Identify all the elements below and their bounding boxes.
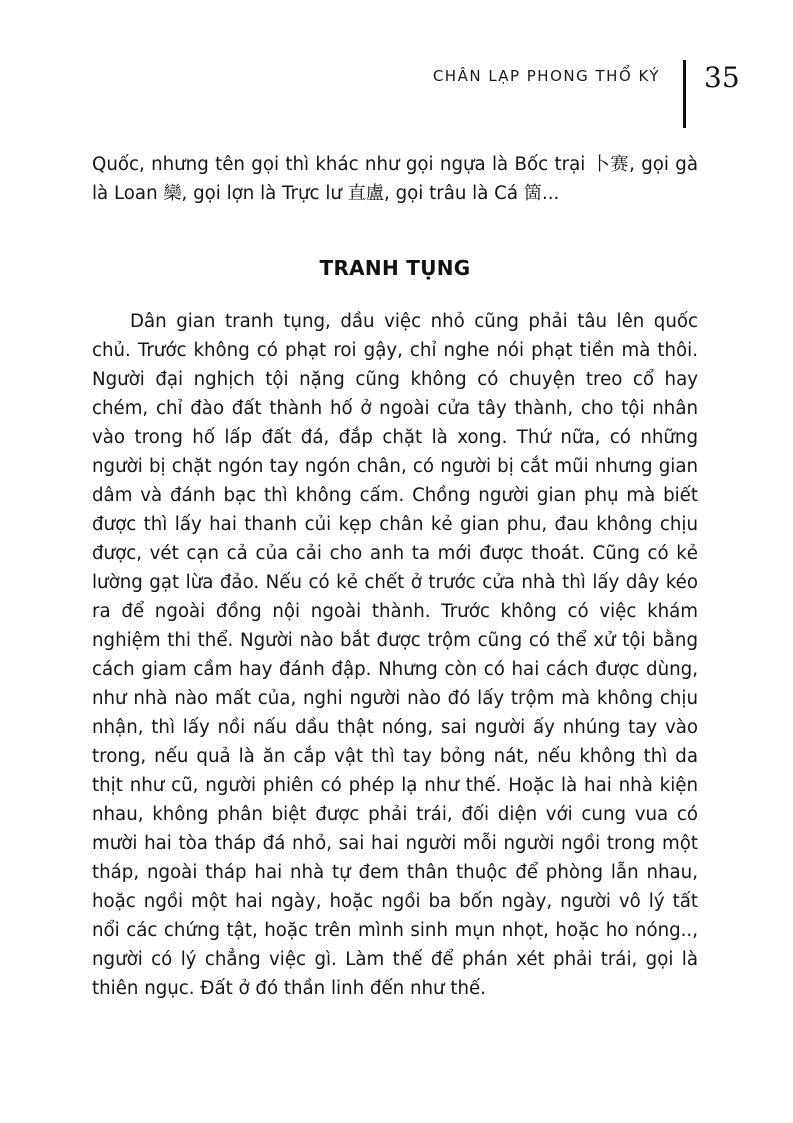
running-title: CHÂN LẠP PHONG THỔ KÝ: [432, 67, 660, 85]
section-body: [92, 307, 698, 1003]
intro-text: [92, 150, 698, 208]
header-divider: [683, 60, 686, 128]
intro-paragraph: Quốc, nhưng tên gọi thì khác như gọi ngựa là Bốc trại 卜赛, gọi gà là Loan 欒, gọi lợn là Trực lư 直盧, gọi trâu là Cá 箇...: [92, 154, 698, 204]
section-heading: TRANH TỤNG: [319, 256, 471, 280]
body-paragraph: Dân gian tranh tụng, dầu việc nhỏ cũng phải tâu lên quốc chủ. Trước không có phạt roi gậy, chỉ nghe nói phạt tiền mà thôi. Người đại nghịch tội nặng cũng không có chuyện treo cổ hay chém, chỉ đào đất thành hố ở ngoài cửa tây thành, cho tội nhân vào trong hố lấp đất đá, đắp chặt là xong. Thứ nữa, có những người bị chặt ngón tay ngón chân, có người bị cắt mũi nhưng gian dâm và đánh bạc thì không cấm. Chồng người gian phụ mà biết được thì lấy hai thanh củi kẹp chân kẻ gian phu, đau không chịu được, vét cạn cả của cải cho anh ta mới được thoát. Cũng có kẻ lường gạt lừa đảo. Nếu có kẻ chết ở trước cửa nhà thì lấy dây kéo ra để ngoài đồng nội ngoài thành. Trước không có việc khám nghiệm thi thể. Người nào bắt được trộm cũng có thể xử tội bằng cách giam cầm hay đánh đập. Nhưng còn có hai cách được dùng, như nhà nào mất của, nghi người nào đó lấy trộm mà không chịu nhận, thì lấy nồi nấu dầu thật nóng, sai người ấy nhúng tay vào trong, nếu quả là ăn cắp vật thì tay bỏng nát, nếu không thì da thịt như cũ, người phiên có phép lạ như thế. Hoặc là hai nhà kiện nhau, không phân biệt được phải trái, đối diện với cung vua có mười hai tòa tháp đá nhỏ, sai hai người mỗi người ngồi trong một tháp, ngoài tháp hai nhà tự đem thân thuộc để phòng lẫn nhau, hoặc ngồi một hai ngày, hoặc ngồi ba bốn ngày, người vô lý tất nổi các chứng tật, hoặc trên mình sinh mụn nhọt, hoặc ho nóng.., người có lý chẳng việc gì. Làm thế để phán xét phải trái, gọi là thiên ngục. Đất ở đó thần linh đến như thế.: [92, 311, 698, 999]
page-number: 35: [704, 61, 740, 94]
